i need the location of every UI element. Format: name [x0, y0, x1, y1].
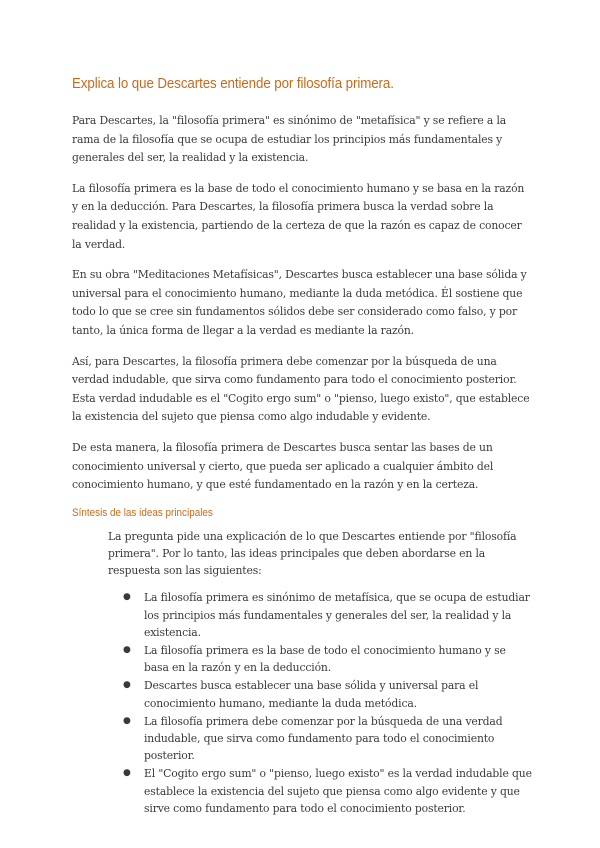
bullet-icon: ● [123, 768, 131, 779]
summary-list-item [123, 642, 532, 676]
summary-list [108, 589, 532, 817]
summary-item-text: Descartes busca establecer una base sólida y universal para el conocimiento humano, mediante la duda metódica. [144, 679, 479, 710]
document-content [72, 76, 532, 818]
summary-list-item [123, 677, 532, 711]
summary-heading: Síntesis de las ideas principales [72, 506, 213, 519]
paragraph-3: En su obra "Meditaciones Metafísicas", Descartes busca establecer una base sólida y universal para el conocimiento humano, mediante la duda metódica. Él sostiene que todo lo que se cree sin fundamentos sólidos debe ser considerado como falso, y por tanto, la única forma de llegar a la verdad es mediante la razón. [72, 268, 527, 337]
paragraph-4: Así, para Descartes, la filosofía primera debe comenzar por la búsqueda de una verdad indudable, que sirva como fundamento para todo el conocimiento posterior. Esta verdad indudable es el "Cogito ergo sum" o "pienso, luego existo", que establece la existencia del sujeto que piensa como algo indudable y evidente. [72, 354, 530, 424]
bullet-icon: ● [123, 592, 131, 603]
summary-list-item [123, 713, 532, 765]
paragraph-5: De esta manera, la filosofía primera de Descartes busca sentar las bases de un conocimiento universal y cierto, que pueda ser aplicado a cualquier ámbito del conocimiento humano, y que esté fundamentado en la razón y en la certeza. [72, 440, 494, 492]
summary-item-text: La filosofía primera debe comenzar por la búsqueda de una verdad indudable, que sirva como fundamento para todo el conocimiento posterior. [144, 714, 503, 763]
summary-list-item [123, 589, 532, 641]
document-title: Explica lo que Descartes entiende por filosofía primera. [72, 76, 394, 92]
summary-item-text: El "Cogito ergo sum" o "pienso, luego existo" es la verdad indudable que establece la existencia del sujeto que piensa como algo evidente y que sirve como fundamento para todo el conocimiento posterior. [144, 767, 532, 815]
summary-intro: La pregunta pide una explicación de lo que Descartes entiende por "filosofía primera". Por lo tanto, las ideas principales que deben abordarse en la respuesta son las siguientes: [108, 529, 517, 578]
summary-item-text: La filosofía primera es la base de todo el conocimiento humano y se basa en la razón y en la deducción. [144, 643, 506, 675]
summary-list-item [123, 765, 532, 817]
bullet-icon: ● [123, 644, 131, 655]
summary-item-text: La filosofía primera es sinónimo de metafísica, que se ocupa de estudiar los principios más fundamentales y generales del ser, la realidad y la existencia. [144, 591, 530, 639]
paragraph-2: La filosofía primera es la base de todo el conocimiento humano y se basa en la razón y en la deducción. Para Descartes, la filosofía primera busca la verdad sobre la realidad y la existencia, partiendo de la certeza de que la razón es capaz de conocer la verdad. [72, 181, 525, 251]
bullet-icon: ● [123, 680, 131, 691]
summary-section [108, 528, 532, 817]
bullet-icon: ● [123, 715, 131, 726]
paragraph-1: Para Descartes, la "filosofía primera" es sinónimo de "metafísica" y se refiere a la rama de la filosofía que se ocupa de estudiar los principios más fundamentales y generales del ser, la realidad y la existencia. [72, 114, 507, 165]
